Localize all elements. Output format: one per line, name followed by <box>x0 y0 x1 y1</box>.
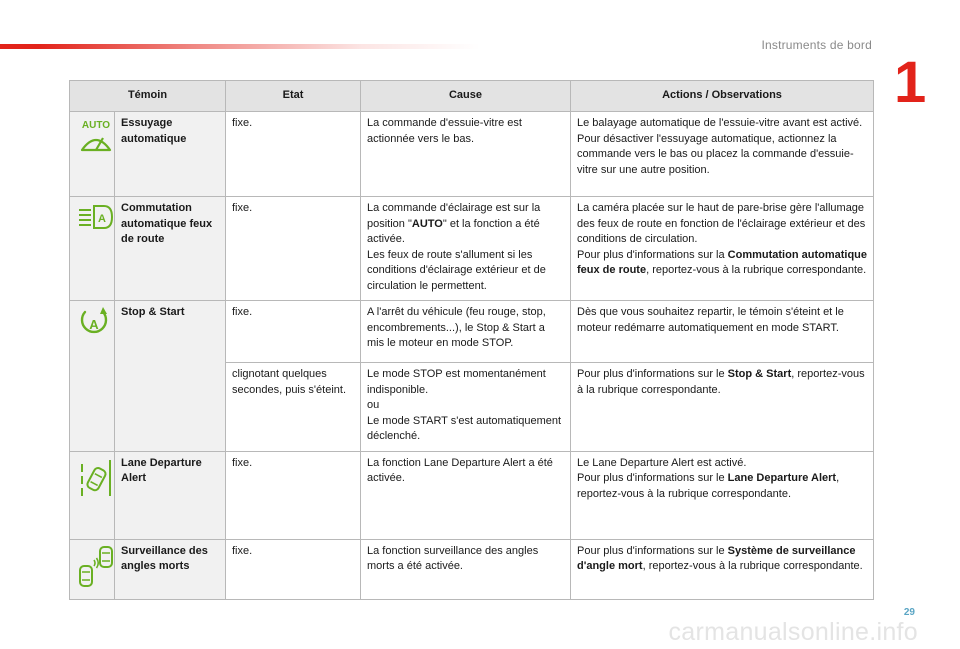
svg-text:A: A <box>98 213 106 225</box>
cause-cell: La fonction surveillance des angles morts a été activée. <box>361 539 571 600</box>
header-cause: Cause <box>361 81 571 112</box>
cause-cell: A l'arrêt du véhicule (feu rouge, stop, encombrements...), le Stop & Start a mis le moteur en mode STOP. <box>361 301 571 363</box>
actions-cell: Pour plus d'informations sur le Stop & Start, reportez-vous à la rubrique correspondante. <box>571 363 874 452</box>
table-row <box>70 112 874 197</box>
cause-cell: La commande d'éclairage est sur la position "AUTO" et la fonction a été activée. Les feux de route s'allument si les conditions d'éclairage extérieur et de circulation le permettent. <box>361 197 571 301</box>
header-temoin: Témoin <box>70 81 226 112</box>
table-row <box>70 301 874 363</box>
page-number: 29 <box>903 607 915 618</box>
cause-cell: Le mode STOP est momentanément indisponible. ou Le mode START s'est automatiquement déclenché. <box>361 363 571 452</box>
auto-high-beam-icon <box>76 201 116 241</box>
indicator-name: Stop & Start <box>115 301 226 452</box>
indicator-table <box>69 80 874 600</box>
table-row <box>70 197 874 301</box>
etat-cell: fixe. <box>226 451 361 539</box>
header-accent-bar <box>0 44 480 49</box>
actions-cell: Le balayage automatique de l'essuie-vitre avant est activé. Pour désactiver l'essuyage automatique, actionnez la commande vers le bas ou placez la commande d'essuie-vitre sur une autre position. <box>571 112 874 197</box>
etat-cell: fixe. <box>226 301 361 363</box>
icon-cell <box>70 112 115 197</box>
icon-cell <box>70 301 115 452</box>
actions-cell: Le Lane Departure Alert est activé. Pour plus d'informations sur le Lane Departure Alert, reportez-vous à la rubrique correspondante. <box>571 451 874 539</box>
svg-text:AUTO: AUTO <box>81 120 111 131</box>
section-title: Instruments de bord <box>761 38 872 52</box>
watermark: carmanualsonline.info <box>668 618 918 646</box>
actions-cell: La caméra placée sur le haut de pare-brise gère l'allumage des feux de route en fonction de l'éclairage extérieur et des conditions de circulation. Pour plus d'informations sur la Commutation automatique feux de route, reportez-vous à la rubrique correspondante. <box>571 197 874 301</box>
wiper-auto-icon <box>76 116 116 164</box>
icon-cell <box>70 197 115 301</box>
icon-cell <box>70 451 115 539</box>
indicator-name: Commutation automatique feux de route <box>115 197 226 301</box>
etat-cell: fixe. <box>226 197 361 301</box>
blind-spot-icon <box>76 544 116 594</box>
etat-cell: fixe. <box>226 112 361 197</box>
svg-text:A: A <box>89 317 99 332</box>
cause-cell: La fonction Lane Departure Alert a été activée. <box>361 451 571 539</box>
indicator-name: Essuyage automatique <box>115 112 226 197</box>
chapter-number: 1 <box>894 50 927 115</box>
table-row <box>70 539 874 600</box>
actions-cell: Dès que vous souhaitez repartir, le témoin s'éteint et le moteur redémarre automatiquement en mode START. <box>571 301 874 363</box>
etat-cell: fixe. <box>226 539 361 600</box>
etat-cell: clignotant quelques secondes, puis s'éteint. <box>226 363 361 452</box>
cause-cell: La commande d'essuie-vitre est actionnée vers le bas. <box>361 112 571 197</box>
header-etat: Etat <box>226 81 361 112</box>
header-actions: Actions / Observations <box>571 81 874 112</box>
lane-departure-icon <box>76 456 116 506</box>
actions-cell: Pour plus d'informations sur le Système de surveillance d'angle mort, reportez-vous à la rubrique correspondante. <box>571 539 874 600</box>
indicator-name: Lane Departure Alert <box>115 451 226 539</box>
table-header-row <box>70 81 874 112</box>
icon-cell <box>70 539 115 600</box>
table-row <box>70 451 874 539</box>
indicator-name: Surveillance des angles morts <box>115 539 226 600</box>
stop-start-icon <box>76 305 112 345</box>
